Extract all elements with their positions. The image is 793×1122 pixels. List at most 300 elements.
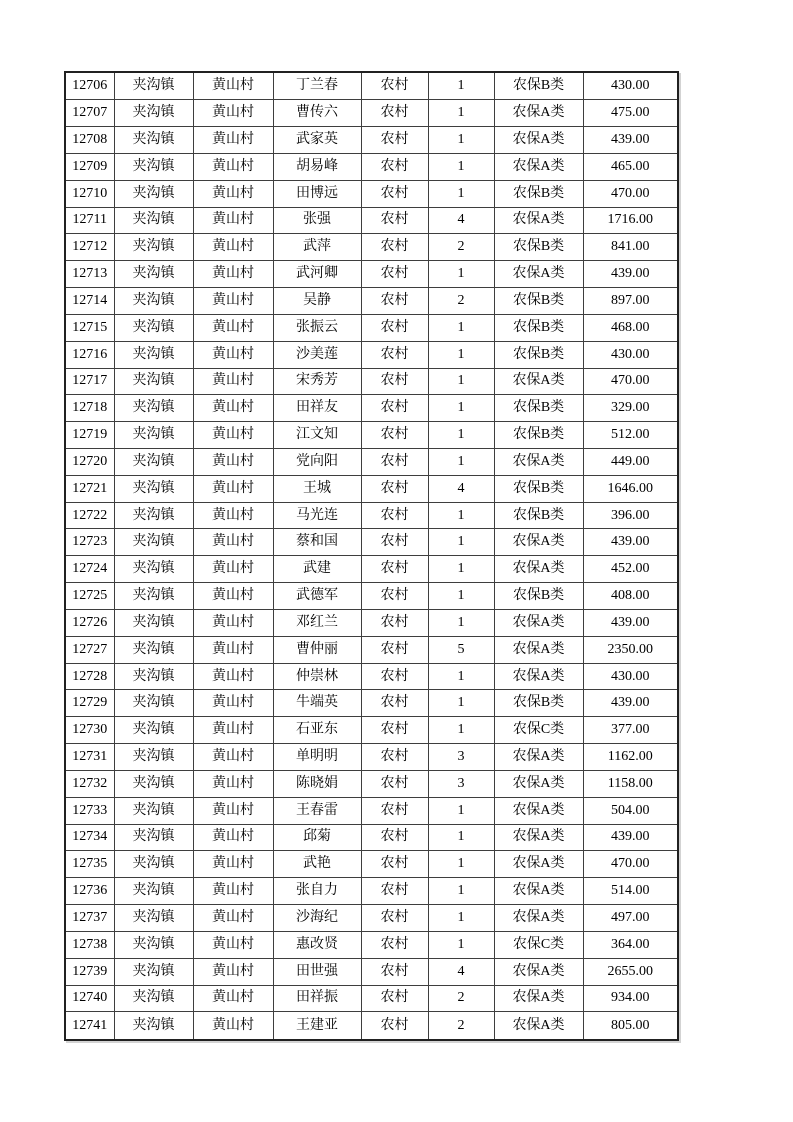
cell-village: 黄山村 (193, 851, 273, 878)
cell-village: 黄山村 (193, 609, 273, 636)
cell-town: 夹沟镇 (114, 395, 193, 422)
cell-person-name: 沙海纪 (273, 905, 361, 932)
cell-village: 黄山村 (193, 234, 273, 261)
cell-serial-number: 12706 (65, 72, 114, 100)
cell-insurance-category: 农保A类 (494, 905, 583, 932)
cell-town: 夹沟镇 (114, 127, 193, 154)
cell-person-name: 丁兰春 (273, 72, 361, 100)
cell-village: 黄山村 (193, 341, 273, 368)
cell-residence-type: 农村 (361, 448, 428, 475)
table-row (65, 878, 678, 905)
cell-insurance-category: 农保C类 (494, 931, 583, 958)
cell-village: 黄山村 (193, 556, 273, 583)
cell-serial-number: 12725 (65, 583, 114, 610)
cell-insurance-category: 农保B类 (494, 341, 583, 368)
table-row (65, 180, 678, 207)
cell-amount: 364.00 (583, 931, 678, 958)
table-row (65, 475, 678, 502)
cell-person-count: 1 (428, 797, 494, 824)
cell-town: 夹沟镇 (114, 824, 193, 851)
cell-person-name: 曹仲丽 (273, 636, 361, 663)
cell-residence-type: 农村 (361, 502, 428, 529)
cell-serial-number: 12716 (65, 341, 114, 368)
cell-person-count: 1 (428, 583, 494, 610)
table-row (65, 395, 678, 422)
cell-person-name: 田祥友 (273, 395, 361, 422)
cell-person-count: 1 (428, 851, 494, 878)
cell-village: 黄山村 (193, 502, 273, 529)
table-row (65, 207, 678, 234)
cell-person-name: 武家英 (273, 127, 361, 154)
cell-person-count: 1 (428, 395, 494, 422)
cell-town: 夹沟镇 (114, 797, 193, 824)
cell-person-count: 1 (428, 556, 494, 583)
cell-person-count: 3 (428, 744, 494, 771)
table-row (65, 958, 678, 985)
cell-village: 黄山村 (193, 207, 273, 234)
table-row (65, 288, 678, 315)
cell-amount: 396.00 (583, 502, 678, 529)
cell-amount: 439.00 (583, 261, 678, 288)
cell-person-count: 1 (428, 180, 494, 207)
cell-person-count: 4 (428, 475, 494, 502)
cell-village: 黄山村 (193, 127, 273, 154)
cell-person-count: 1 (428, 529, 494, 556)
table-row (65, 314, 678, 341)
cell-insurance-category: 农保A类 (494, 261, 583, 288)
table-row (65, 609, 678, 636)
cell-serial-number: 12707 (65, 100, 114, 127)
cell-amount: 841.00 (583, 234, 678, 261)
cell-serial-number: 12711 (65, 207, 114, 234)
cell-amount: 329.00 (583, 395, 678, 422)
cell-person-name: 曹传六 (273, 100, 361, 127)
cell-serial-number: 12712 (65, 234, 114, 261)
cell-insurance-category: 农保A类 (494, 824, 583, 851)
cell-amount: 377.00 (583, 717, 678, 744)
cell-village: 黄山村 (193, 797, 273, 824)
cell-residence-type: 农村 (361, 261, 428, 288)
table-row (65, 153, 678, 180)
cell-village: 黄山村 (193, 744, 273, 771)
cell-village: 黄山村 (193, 72, 273, 100)
cell-village: 黄山村 (193, 985, 273, 1012)
table-row (65, 770, 678, 797)
cell-insurance-category: 农保B类 (494, 475, 583, 502)
cell-residence-type: 农村 (361, 905, 428, 932)
cell-person-count: 1 (428, 314, 494, 341)
table-row (65, 744, 678, 771)
table-row (65, 583, 678, 610)
cell-person-count: 1 (428, 127, 494, 154)
cell-person-name: 武建 (273, 556, 361, 583)
cell-town: 夹沟镇 (114, 72, 193, 100)
cell-village: 黄山村 (193, 475, 273, 502)
table-row (65, 824, 678, 851)
cell-village: 黄山村 (193, 180, 273, 207)
cell-serial-number: 12736 (65, 878, 114, 905)
cell-insurance-category: 农保A类 (494, 958, 583, 985)
cell-serial-number: 12735 (65, 851, 114, 878)
cell-person-count: 1 (428, 72, 494, 100)
cell-person-count: 3 (428, 770, 494, 797)
cell-town: 夹沟镇 (114, 609, 193, 636)
cell-serial-number: 12729 (65, 690, 114, 717)
cell-residence-type: 农村 (361, 556, 428, 583)
cell-village: 黄山村 (193, 422, 273, 449)
cell-person-name: 武河卿 (273, 261, 361, 288)
cell-person-name: 田博远 (273, 180, 361, 207)
cell-insurance-category: 农保A类 (494, 797, 583, 824)
cell-village: 黄山村 (193, 636, 273, 663)
cell-serial-number: 12715 (65, 314, 114, 341)
cell-insurance-category: 农保A类 (494, 448, 583, 475)
cell-town: 夹沟镇 (114, 529, 193, 556)
cell-serial-number: 12722 (65, 502, 114, 529)
cell-town: 夹沟镇 (114, 770, 193, 797)
cell-residence-type: 农村 (361, 72, 428, 100)
cell-serial-number: 12709 (65, 153, 114, 180)
cell-person-name: 陈晓娟 (273, 770, 361, 797)
cell-insurance-category: 农保A类 (494, 851, 583, 878)
cell-residence-type: 农村 (361, 851, 428, 878)
table-row (65, 127, 678, 154)
cell-residence-type: 农村 (361, 127, 428, 154)
cell-amount: 439.00 (583, 529, 678, 556)
cell-town: 夹沟镇 (114, 663, 193, 690)
cell-village: 黄山村 (193, 824, 273, 851)
table-row (65, 368, 678, 395)
cell-amount: 897.00 (583, 288, 678, 315)
table-row (65, 717, 678, 744)
cell-amount: 1158.00 (583, 770, 678, 797)
cell-insurance-category: 农保A类 (494, 609, 583, 636)
cell-town: 夹沟镇 (114, 905, 193, 932)
table-row (65, 100, 678, 127)
cell-serial-number: 12719 (65, 422, 114, 449)
cell-town: 夹沟镇 (114, 314, 193, 341)
cell-serial-number: 12727 (65, 636, 114, 663)
cell-person-name: 胡易峰 (273, 153, 361, 180)
cell-serial-number: 12730 (65, 717, 114, 744)
cell-town: 夹沟镇 (114, 368, 193, 395)
cell-person-name: 王建亚 (273, 1012, 361, 1040)
cell-town: 夹沟镇 (114, 636, 193, 663)
cell-residence-type: 农村 (361, 931, 428, 958)
cell-amount: 470.00 (583, 851, 678, 878)
cell-person-count: 1 (428, 663, 494, 690)
cell-serial-number: 12732 (65, 770, 114, 797)
cell-town: 夹沟镇 (114, 422, 193, 449)
cell-village: 黄山村 (193, 368, 273, 395)
cell-residence-type: 农村 (361, 100, 428, 127)
cell-insurance-category: 农保A类 (494, 770, 583, 797)
cell-serial-number: 12733 (65, 797, 114, 824)
cell-insurance-category: 农保A类 (494, 663, 583, 690)
cell-town: 夹沟镇 (114, 153, 193, 180)
cell-person-name: 马光连 (273, 502, 361, 529)
cell-insurance-category: 农保B类 (494, 234, 583, 261)
table-row (65, 234, 678, 261)
cell-serial-number: 12728 (65, 663, 114, 690)
cell-amount: 439.00 (583, 609, 678, 636)
cell-person-name: 惠改贤 (273, 931, 361, 958)
cell-amount: 449.00 (583, 448, 678, 475)
cell-person-count: 1 (428, 609, 494, 636)
cell-town: 夹沟镇 (114, 744, 193, 771)
cell-amount: 497.00 (583, 905, 678, 932)
cell-person-name: 张振云 (273, 314, 361, 341)
cell-serial-number: 12717 (65, 368, 114, 395)
cell-person-count: 1 (428, 502, 494, 529)
cell-amount: 805.00 (583, 1012, 678, 1040)
cell-town: 夹沟镇 (114, 100, 193, 127)
cell-amount: 504.00 (583, 797, 678, 824)
cell-town: 夹沟镇 (114, 448, 193, 475)
cell-person-name: 王城 (273, 475, 361, 502)
cell-amount: 1716.00 (583, 207, 678, 234)
cell-serial-number: 12741 (65, 1012, 114, 1040)
cell-residence-type: 农村 (361, 878, 428, 905)
cell-village: 黄山村 (193, 314, 273, 341)
cell-person-count: 2 (428, 1012, 494, 1040)
cell-village: 黄山村 (193, 529, 273, 556)
cell-village: 黄山村 (193, 288, 273, 315)
cell-person-name: 田祥振 (273, 985, 361, 1012)
cell-serial-number: 12740 (65, 985, 114, 1012)
cell-serial-number: 12710 (65, 180, 114, 207)
cell-village: 黄山村 (193, 663, 273, 690)
cell-insurance-category: 农保A类 (494, 1012, 583, 1040)
cell-town: 夹沟镇 (114, 261, 193, 288)
cell-village: 黄山村 (193, 261, 273, 288)
cell-person-name: 王春雷 (273, 797, 361, 824)
cell-town: 夹沟镇 (114, 341, 193, 368)
cell-person-name: 党向阳 (273, 448, 361, 475)
cell-serial-number: 12734 (65, 824, 114, 851)
cell-village: 黄山村 (193, 1012, 273, 1040)
cell-serial-number: 12721 (65, 475, 114, 502)
cell-town: 夹沟镇 (114, 234, 193, 261)
cell-serial-number: 12737 (65, 905, 114, 932)
cell-residence-type: 农村 (361, 770, 428, 797)
cell-person-name: 武萍 (273, 234, 361, 261)
cell-residence-type: 农村 (361, 314, 428, 341)
cell-residence-type: 农村 (361, 288, 428, 315)
table-row (65, 636, 678, 663)
cell-insurance-category: 农保C类 (494, 717, 583, 744)
cell-insurance-category: 农保A类 (494, 127, 583, 154)
cell-residence-type: 农村 (361, 797, 428, 824)
cell-residence-type: 农村 (361, 609, 428, 636)
cell-serial-number: 12723 (65, 529, 114, 556)
cell-residence-type: 农村 (361, 422, 428, 449)
cell-serial-number: 12739 (65, 958, 114, 985)
cell-amount: 465.00 (583, 153, 678, 180)
cell-person-name: 蔡和国 (273, 529, 361, 556)
cell-insurance-category: 农保A类 (494, 744, 583, 771)
cell-town: 夹沟镇 (114, 180, 193, 207)
cell-person-name: 邓红兰 (273, 609, 361, 636)
cell-village: 黄山村 (193, 153, 273, 180)
cell-person-name: 武艳 (273, 851, 361, 878)
cell-amount: 470.00 (583, 180, 678, 207)
cell-village: 黄山村 (193, 395, 273, 422)
table-row (65, 422, 678, 449)
cell-residence-type: 农村 (361, 341, 428, 368)
cell-residence-type: 农村 (361, 636, 428, 663)
cell-village: 黄山村 (193, 448, 273, 475)
cell-serial-number: 12720 (65, 448, 114, 475)
cell-village: 黄山村 (193, 770, 273, 797)
table-row (65, 72, 678, 100)
cell-insurance-category: 农保A类 (494, 878, 583, 905)
cell-insurance-category: 农保A类 (494, 368, 583, 395)
cell-residence-type: 农村 (361, 529, 428, 556)
cell-town: 夹沟镇 (114, 958, 193, 985)
cell-town: 夹沟镇 (114, 878, 193, 905)
cell-town: 夹沟镇 (114, 556, 193, 583)
cell-person-count: 1 (428, 368, 494, 395)
cell-town: 夹沟镇 (114, 502, 193, 529)
cell-serial-number: 12738 (65, 931, 114, 958)
cell-residence-type: 农村 (361, 234, 428, 261)
cell-amount: 408.00 (583, 583, 678, 610)
cell-person-count: 5 (428, 636, 494, 663)
cell-town: 夹沟镇 (114, 288, 193, 315)
cell-person-count: 1 (428, 905, 494, 932)
cell-amount: 1162.00 (583, 744, 678, 771)
cell-person-name: 牛端英 (273, 690, 361, 717)
cell-person-name: 邱菊 (273, 824, 361, 851)
cell-residence-type: 农村 (361, 744, 428, 771)
cell-person-name: 沙美莲 (273, 341, 361, 368)
cell-person-count: 1 (428, 717, 494, 744)
cell-person-name: 张自力 (273, 878, 361, 905)
cell-insurance-category: 农保B类 (494, 395, 583, 422)
table-body (65, 72, 678, 1040)
cell-town: 夹沟镇 (114, 1012, 193, 1040)
cell-town: 夹沟镇 (114, 583, 193, 610)
cell-insurance-category: 农保B类 (494, 180, 583, 207)
cell-person-count: 1 (428, 448, 494, 475)
cell-amount: 2350.00 (583, 636, 678, 663)
cell-insurance-category: 农保B类 (494, 288, 583, 315)
cell-person-name: 武德军 (273, 583, 361, 610)
cell-residence-type: 农村 (361, 395, 428, 422)
cell-village: 黄山村 (193, 717, 273, 744)
cell-amount: 1646.00 (583, 475, 678, 502)
cell-person-count: 1 (428, 153, 494, 180)
table-row (65, 851, 678, 878)
cell-person-name: 仲崇林 (273, 663, 361, 690)
cell-town: 夹沟镇 (114, 690, 193, 717)
cell-serial-number: 12714 (65, 288, 114, 315)
cell-insurance-category: 农保B类 (494, 422, 583, 449)
table-row (65, 905, 678, 932)
cell-amount: 439.00 (583, 824, 678, 851)
cell-residence-type: 农村 (361, 985, 428, 1012)
cell-person-count: 1 (428, 824, 494, 851)
cell-residence-type: 农村 (361, 180, 428, 207)
cell-serial-number: 12718 (65, 395, 114, 422)
cell-town: 夹沟镇 (114, 207, 193, 234)
table-row (65, 556, 678, 583)
cell-person-count: 1 (428, 261, 494, 288)
cell-person-count: 1 (428, 690, 494, 717)
cell-person-count: 2 (428, 288, 494, 315)
cell-residence-type: 农村 (361, 690, 428, 717)
cell-insurance-category: 农保B类 (494, 314, 583, 341)
cell-insurance-category: 农保A类 (494, 636, 583, 663)
cell-village: 黄山村 (193, 583, 273, 610)
table-row (65, 502, 678, 529)
cell-person-name: 江文知 (273, 422, 361, 449)
table-row (65, 690, 678, 717)
cell-village: 黄山村 (193, 100, 273, 127)
cell-insurance-category: 农保A类 (494, 207, 583, 234)
cell-residence-type: 农村 (361, 663, 428, 690)
cell-person-count: 1 (428, 100, 494, 127)
cell-village: 黄山村 (193, 931, 273, 958)
table-row (65, 797, 678, 824)
table-row (65, 985, 678, 1012)
benefit-roster-table (64, 71, 679, 1041)
cell-person-name: 吴静 (273, 288, 361, 315)
cell-village: 黄山村 (193, 958, 273, 985)
cell-amount: 512.00 (583, 422, 678, 449)
cell-insurance-category: 农保A类 (494, 985, 583, 1012)
cell-village: 黄山村 (193, 905, 273, 932)
cell-residence-type: 农村 (361, 153, 428, 180)
cell-person-name: 张强 (273, 207, 361, 234)
table-row (65, 931, 678, 958)
cell-residence-type: 农村 (361, 1012, 428, 1040)
cell-town: 夹沟镇 (114, 717, 193, 744)
cell-person-count: 1 (428, 341, 494, 368)
cell-person-count: 1 (428, 422, 494, 449)
cell-person-count: 4 (428, 207, 494, 234)
cell-village: 黄山村 (193, 690, 273, 717)
cell-serial-number: 12724 (65, 556, 114, 583)
cell-serial-number: 12713 (65, 261, 114, 288)
cell-amount: 475.00 (583, 100, 678, 127)
cell-amount: 430.00 (583, 663, 678, 690)
cell-person-count: 1 (428, 931, 494, 958)
cell-town: 夹沟镇 (114, 475, 193, 502)
cell-amount: 934.00 (583, 985, 678, 1012)
cell-amount: 430.00 (583, 341, 678, 368)
cell-amount: 439.00 (583, 127, 678, 154)
cell-amount: 452.00 (583, 556, 678, 583)
cell-residence-type: 农村 (361, 475, 428, 502)
cell-amount: 439.00 (583, 690, 678, 717)
table-row (65, 663, 678, 690)
cell-insurance-category: 农保A类 (494, 529, 583, 556)
table-row (65, 448, 678, 475)
cell-serial-number: 12708 (65, 127, 114, 154)
cell-insurance-category: 农保B类 (494, 690, 583, 717)
cell-serial-number: 12726 (65, 609, 114, 636)
cell-person-count: 1 (428, 878, 494, 905)
cell-insurance-category: 农保A类 (494, 153, 583, 180)
table-row (65, 529, 678, 556)
cell-insurance-category: 农保A类 (494, 100, 583, 127)
cell-residence-type: 农村 (361, 368, 428, 395)
cell-person-count: 2 (428, 985, 494, 1012)
cell-insurance-category: 农保A类 (494, 556, 583, 583)
cell-town: 夹沟镇 (114, 931, 193, 958)
